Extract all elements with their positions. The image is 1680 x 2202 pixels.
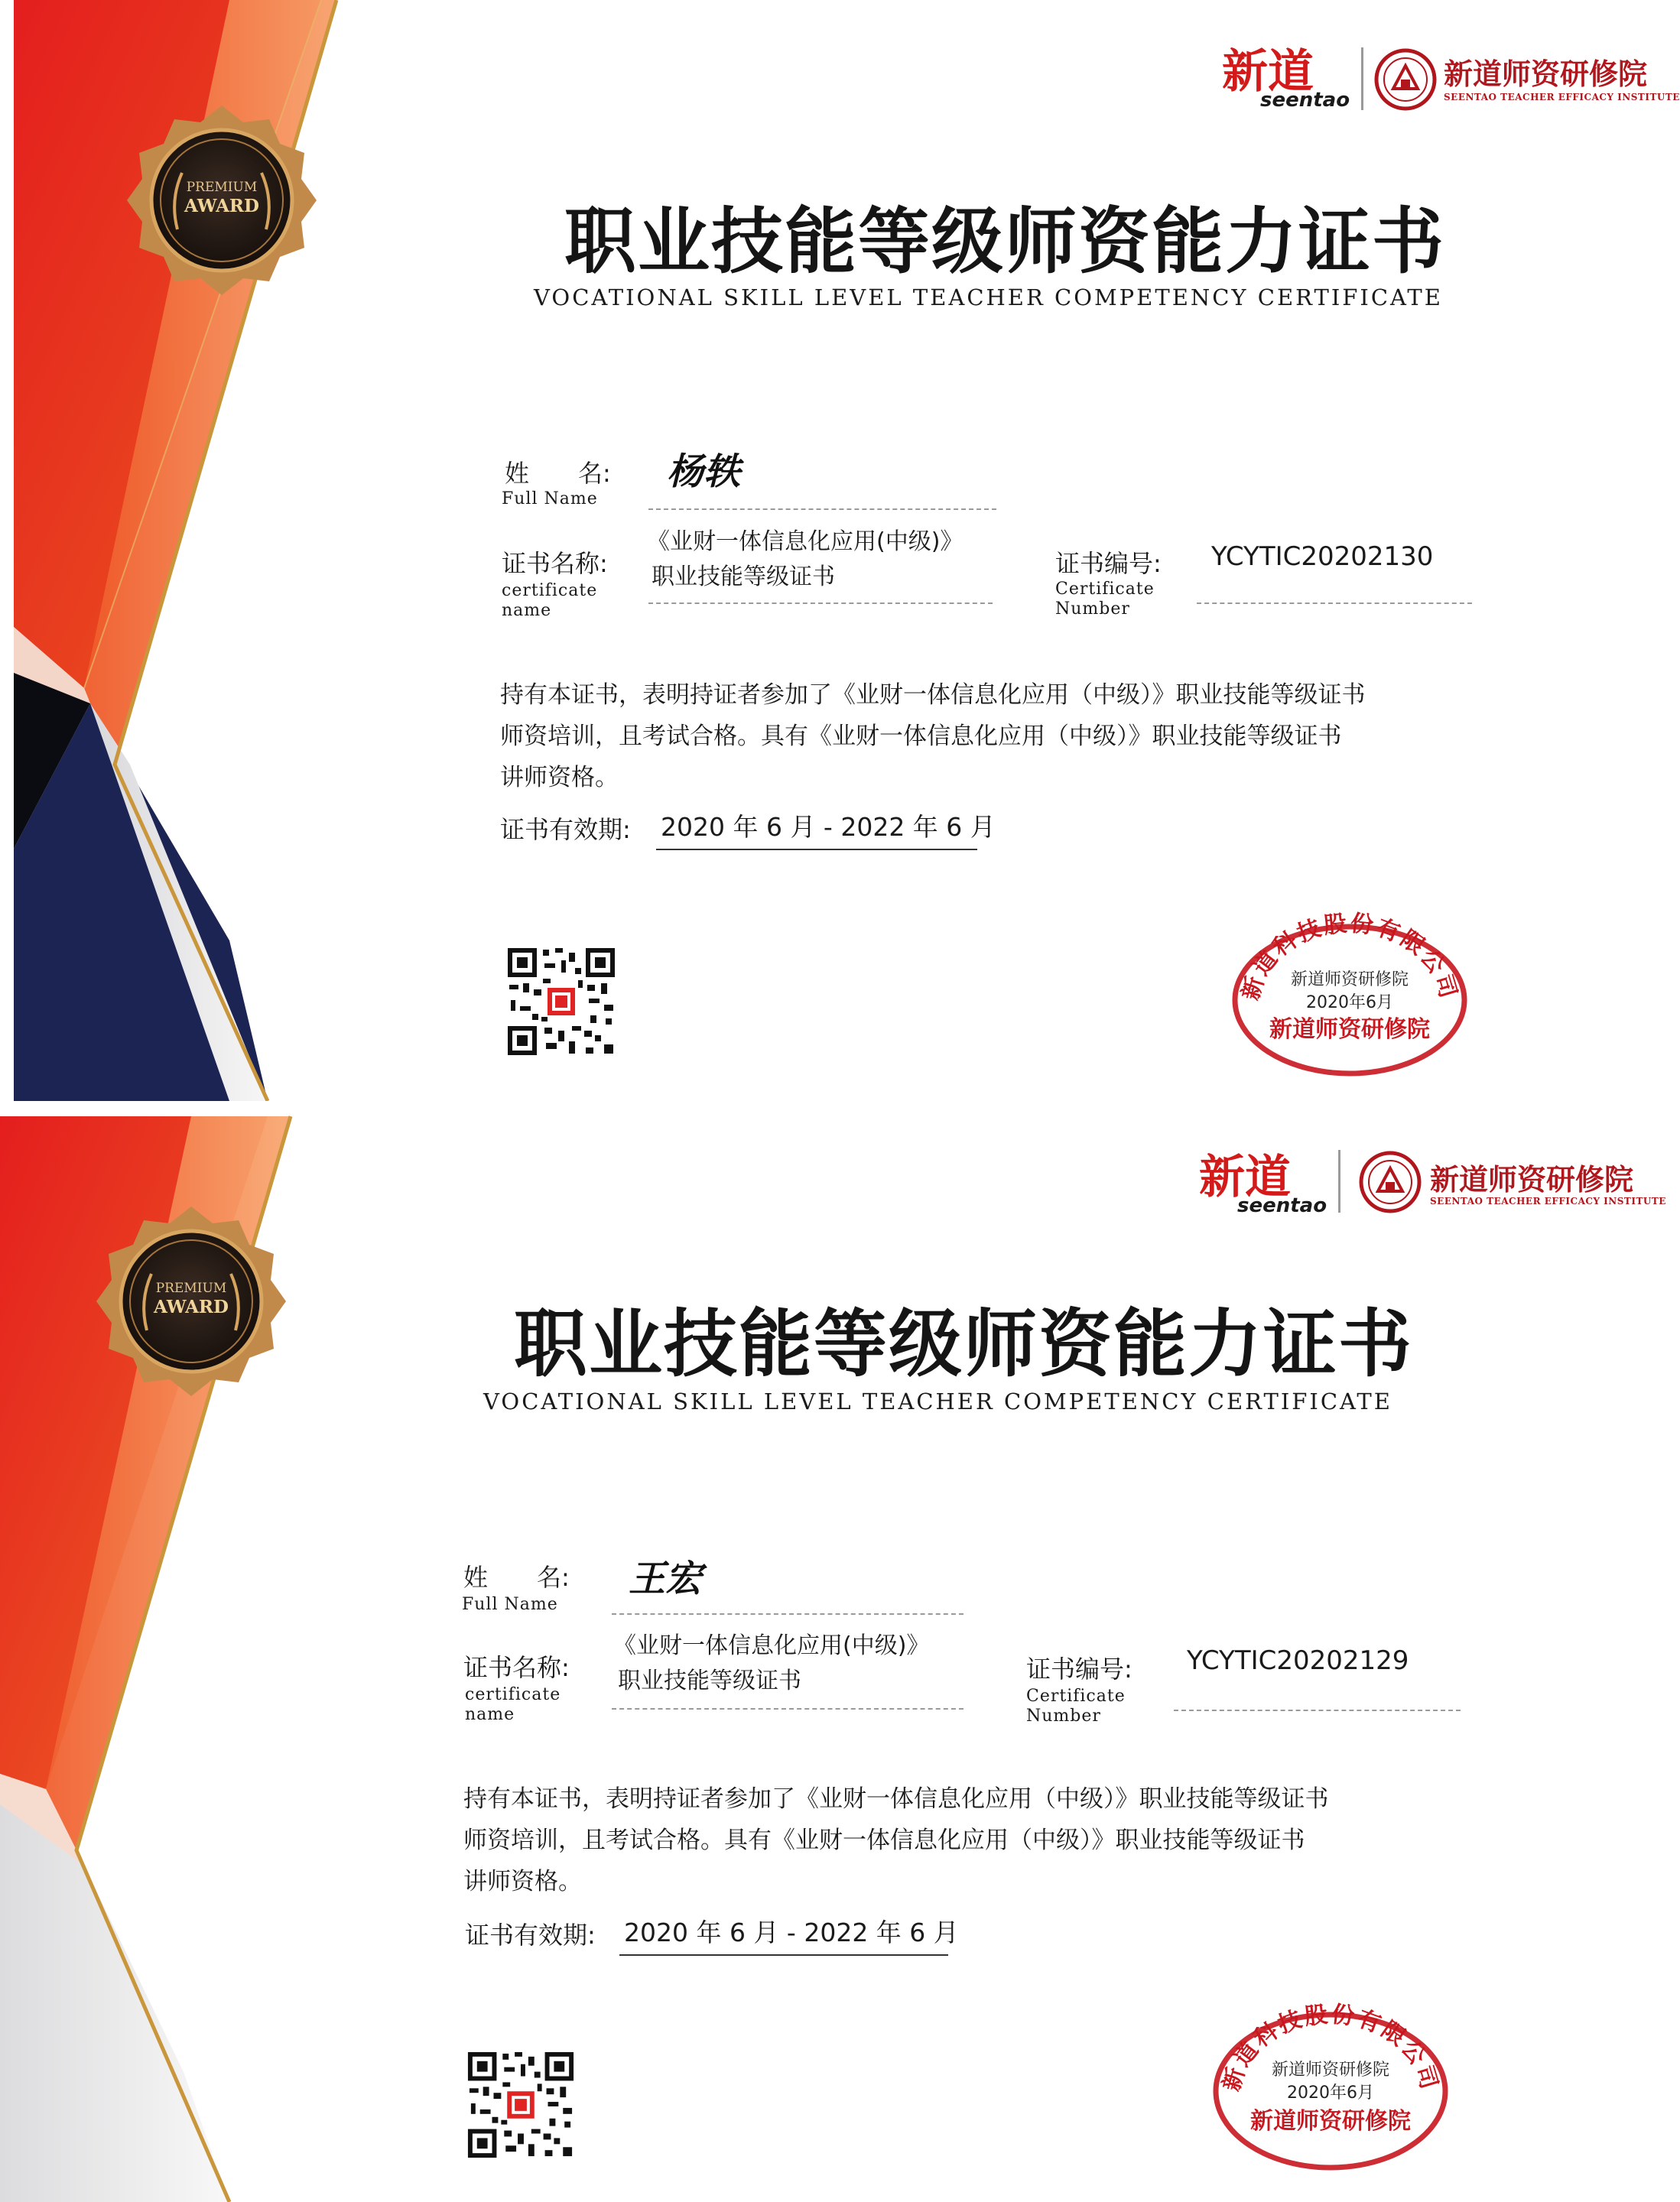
validity-underline: [656, 849, 977, 850]
qr-code: [505, 945, 618, 1058]
stamp-line1: 新道师资研修院: [1271, 2061, 1390, 2080]
cert-name-label-en-2: name: [465, 1705, 515, 1724]
validity-label: 证书有效期:: [465, 1921, 596, 1950]
cert-number-label-en-2: Number: [1055, 599, 1130, 619]
full-name-underline: [648, 508, 996, 510]
cert-number-underline: [1197, 602, 1472, 604]
cert-number-label: 证书编号:: [1026, 1655, 1132, 1684]
brand-divider: [1361, 47, 1363, 110]
cert-body-line1: 持有本证书，表明持证者参加了《业财一体信息化应用（中级）》职业技能等级证书: [463, 1785, 1329, 1813]
validity-label: 证书有效期:: [500, 815, 631, 844]
left-decoration: [0, 0, 398, 1101]
cert-body-line2: 师资培训，且考试合格。具有《业财一体信息化应用（中级）》职业技能等级证书: [500, 723, 1342, 750]
full-name-label-en: Full Name: [502, 489, 598, 508]
full-name-underline: [612, 1613, 963, 1615]
cert-number-underline: [1174, 1710, 1461, 1711]
cert-body-line1: 持有本证书，表明持证者参加了《业财一体信息化应用（中级）》职业技能等级证书: [500, 681, 1366, 709]
stamp-line1: 新道师资研修院: [1290, 970, 1409, 989]
cert-body-line3: 讲师资格。: [500, 764, 619, 791]
official-stamp: [1227, 908, 1472, 1077]
official-stamp: [1208, 1996, 1453, 2171]
cert-name-line2: 职业技能等级证书: [652, 563, 835, 590]
full-name-label-en: Full Name: [462, 1595, 558, 1614]
stamp-arc-text: 新道科技股份有限公司: [1236, 910, 1463, 1003]
cert-body-line3: 讲师资格。: [463, 1868, 582, 1895]
brand-logo-text: 新道: [1199, 1151, 1291, 1204]
cert-number-label-en-1: Certificate: [1055, 580, 1155, 599]
cert-number-label-en-1: Certificate: [1026, 1687, 1126, 1706]
left-decoration: [0, 1116, 398, 2202]
badge-line2: AWARD: [184, 196, 259, 216]
institute-emblem-icon: [1373, 47, 1438, 112]
cert-name-underline: [648, 602, 993, 604]
stamp-line2: 2020年6月: [1306, 993, 1393, 1012]
certificate-title-en: VOCATIONAL SKILL LEVEL TEACHER COMPETENCY CERTIFICATE: [534, 284, 1443, 310]
brand-divider: [1338, 1150, 1340, 1213]
brand-sub-text: seentao: [1237, 1194, 1327, 1217]
stamp-arc-text: 新道科技股份有限公司: [1217, 2001, 1444, 2094]
validity-value: 2020 年 6 月 - 2022 年 6 月: [661, 812, 996, 842]
stamp-line2: 2020年6月: [1287, 2083, 1374, 2103]
cert-number-value: YCYTIC20202130: [1211, 541, 1434, 572]
certificate-title: 职业技能等级师资能力证书: [564, 200, 1446, 284]
full-name-value: 杨轶: [667, 450, 741, 493]
institute-name-en: SEENTAO TEACHER EFFICACY INSTITUTE: [1430, 1196, 1666, 1207]
certificate-title: 职业技能等级师资能力证书: [514, 1301, 1413, 1387]
full-name-label: 姓 名:: [505, 459, 611, 488]
cert-name-line1: 《业财一体信息化应用(中级)》: [647, 528, 963, 555]
brand-sub-text: seentao: [1260, 89, 1350, 112]
cert-body-line2: 师资培训，且考试合格。具有《业财一体信息化应用（中级）》职业技能等级证书: [463, 1827, 1305, 1854]
cert-name-line1: 《业财一体信息化应用(中级)》: [613, 1632, 930, 1659]
page-separator: [0, 1101, 1652, 1116]
cert-number-value: YCYTIC20202129: [1187, 1645, 1409, 1676]
certificate-2: [0, 1116, 1666, 2202]
cert-name-label: 证书名称:: [502, 549, 608, 578]
badge-line2: AWARD: [154, 1297, 229, 1317]
cert-name-label-en-1: certificate: [502, 581, 598, 600]
validity-value: 2020 年 6 月 - 2022 年 6 月: [624, 1918, 959, 1947]
institute-name-en: SEENTAO TEACHER EFFICACY INSTITUTE: [1444, 92, 1680, 102]
brand-logo-text: 新道: [1222, 45, 1314, 99]
full-name-value: 王宏: [629, 1557, 703, 1600]
cert-name-line2: 职业技能等级证书: [618, 1668, 801, 1694]
cert-number-label: 证书编号:: [1055, 549, 1162, 578]
cert-name-label: 证书名称:: [463, 1653, 570, 1682]
qr-code: [465, 2049, 577, 2161]
stamp-line3: 新道师资研修院: [1250, 2108, 1411, 2135]
stamp-line3: 新道师资研修院: [1269, 1016, 1430, 1043]
cert-name-underline: [612, 1708, 963, 1710]
badge-line1: PREMIUM: [155, 1281, 227, 1296]
full-name-label: 姓 名:: [463, 1563, 570, 1592]
institute-name: 新道师资研修院: [1444, 57, 1648, 91]
cert-name-label-en-2: name: [502, 601, 552, 620]
cert-number-label-en-2: Number: [1026, 1707, 1101, 1726]
institute-name: 新道师资研修院: [1430, 1162, 1634, 1197]
cert-name-label-en-1: certificate: [465, 1685, 561, 1704]
validity-underline: [619, 1954, 948, 1956]
institute-emblem-icon: [1358, 1150, 1422, 1214]
certificate-title-en: VOCATIONAL SKILL LEVEL TEACHER COMPETENCY CERTIFICATE: [483, 1388, 1392, 1414]
badge-line1: PREMIUM: [186, 180, 258, 195]
